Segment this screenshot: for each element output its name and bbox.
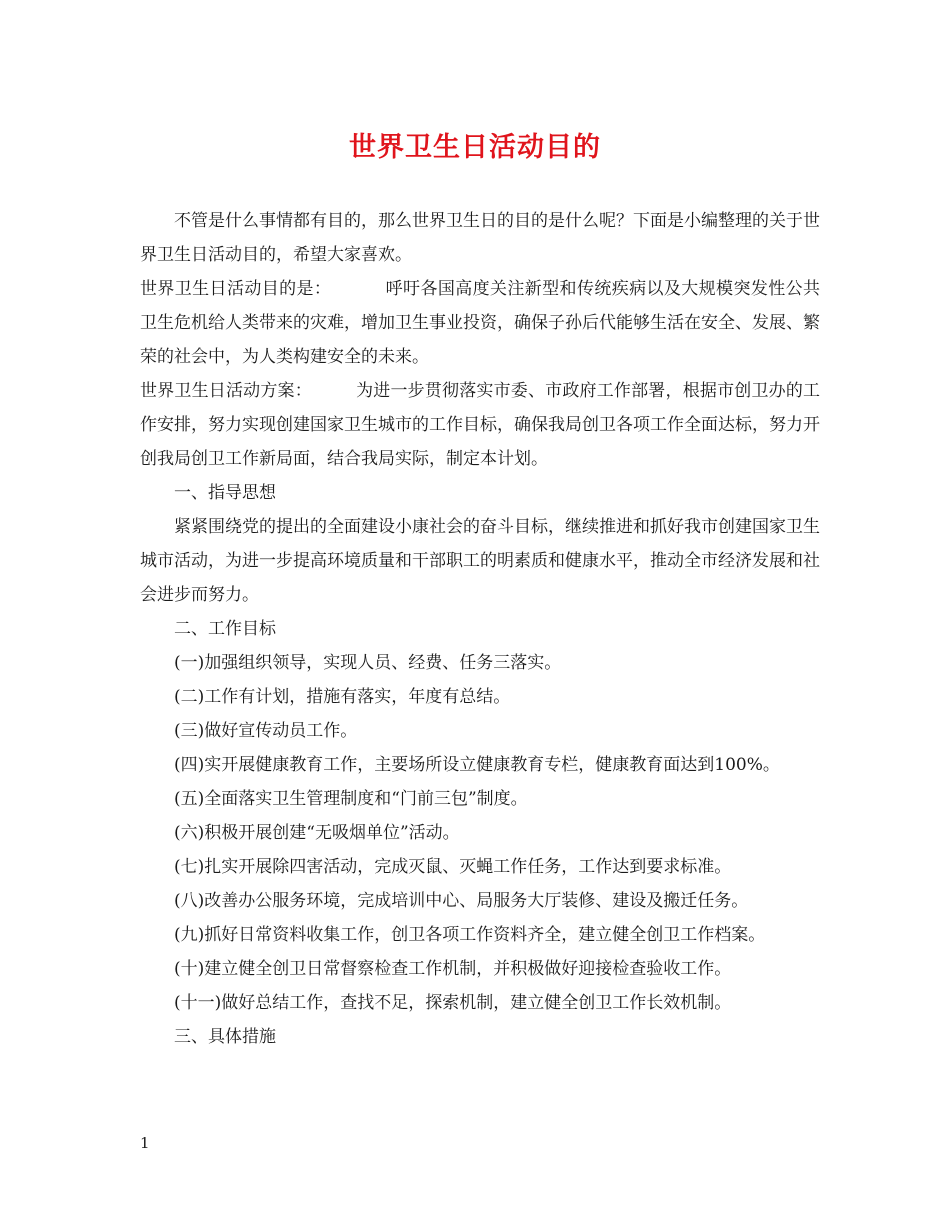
plan-text: 为进一步贯彻落实市委、市政府工作部署，根据市创卫办的工作安排，努力实现创建国家卫生城市的工作目标，确保我局创卫各项工作全面达标，努力开创我局创卫工作新局面，结合我局实际，制定本计划。 <box>140 381 821 469</box>
goal-item: (十)建立健全创卫日常督察检查工作机制，并积极做好迎接检查验收工作。 <box>174 959 732 979</box>
goal-item: (九)抓好日常资料收集工作，创卫各项工作资料齐全，建立健全创卫工作档案。 <box>174 925 766 945</box>
goal-item: (五)全面落实卫生管理制度和“门前三包”制度。 <box>174 789 528 809</box>
goal-item: (八)改善办公服务环境，完成培训中心、局服务大厅装修、建设及搬迁任务。 <box>174 891 749 911</box>
goal-item: (二)工作有计划，措施有落实，年度有总结。 <box>174 687 511 707</box>
goal-item: (十一)做好总结工作，查找不足，探索机制，建立健全创卫工作长效机制。 <box>174 993 732 1013</box>
document-body <box>140 204 820 1054</box>
goal-item: (七)扎实开展除四害活动，完成灭鼠、灭蝇工作任务，工作达到要求标准。 <box>174 857 732 877</box>
goal-item: (四)实开展健康教育工作，主要场所设立健康教育专栏，健康教育面达到100%。 <box>174 755 780 775</box>
purpose-text: 呼吁各国高度关注新型和传统疾病以及大规模突发性公共卫生危机给人类带来的灾难，增加卫生事业投资，确保子孙后代能够生活在安全、发展、繁荣的社会中，为人类构建安全的未来。 <box>140 279 821 367</box>
section-heading-work-goals: 二、工作目标 <box>174 619 276 639</box>
page-number: 1 <box>140 1134 150 1152</box>
section-heading-guiding-thought: 一、指导思想 <box>174 483 276 503</box>
goal-item: (六)积极开展创建“无吸烟单位”活动。 <box>174 823 460 843</box>
section-heading-specific-measures: 三、具体措施 <box>174 1027 276 1047</box>
document-title: 世界卫生日活动目的 <box>349 132 601 163</box>
goal-item: (一)加强组织领导，实现人员、经费、任务三落实。 <box>174 653 562 673</box>
intro-paragraph: 不管是什么事情都有目的，那么世界卫生日的目的是什么呢？下面是小编整理的关于世界卫生日活动目的，希望大家喜欢。 <box>140 211 820 265</box>
plan-label: 世界卫生日活动方案： <box>140 381 312 401</box>
guiding-thought-paragraph: 紧紧围绕党的提出的全面建设小康社会的奋斗目标，继续推进和抓好我市创建国家卫生城市活动，为进一步提高环境质量和干部职工的明素质和健康水平，推动全市经济发展和社会进步而努力。 <box>140 517 820 605</box>
goal-item: (三)做好宣传动员工作。 <box>174 721 358 741</box>
purpose-paragraph <box>140 272 820 374</box>
purpose-label: 世界卫生日活动目的是： <box>140 279 332 299</box>
plan-paragraph <box>140 374 820 476</box>
